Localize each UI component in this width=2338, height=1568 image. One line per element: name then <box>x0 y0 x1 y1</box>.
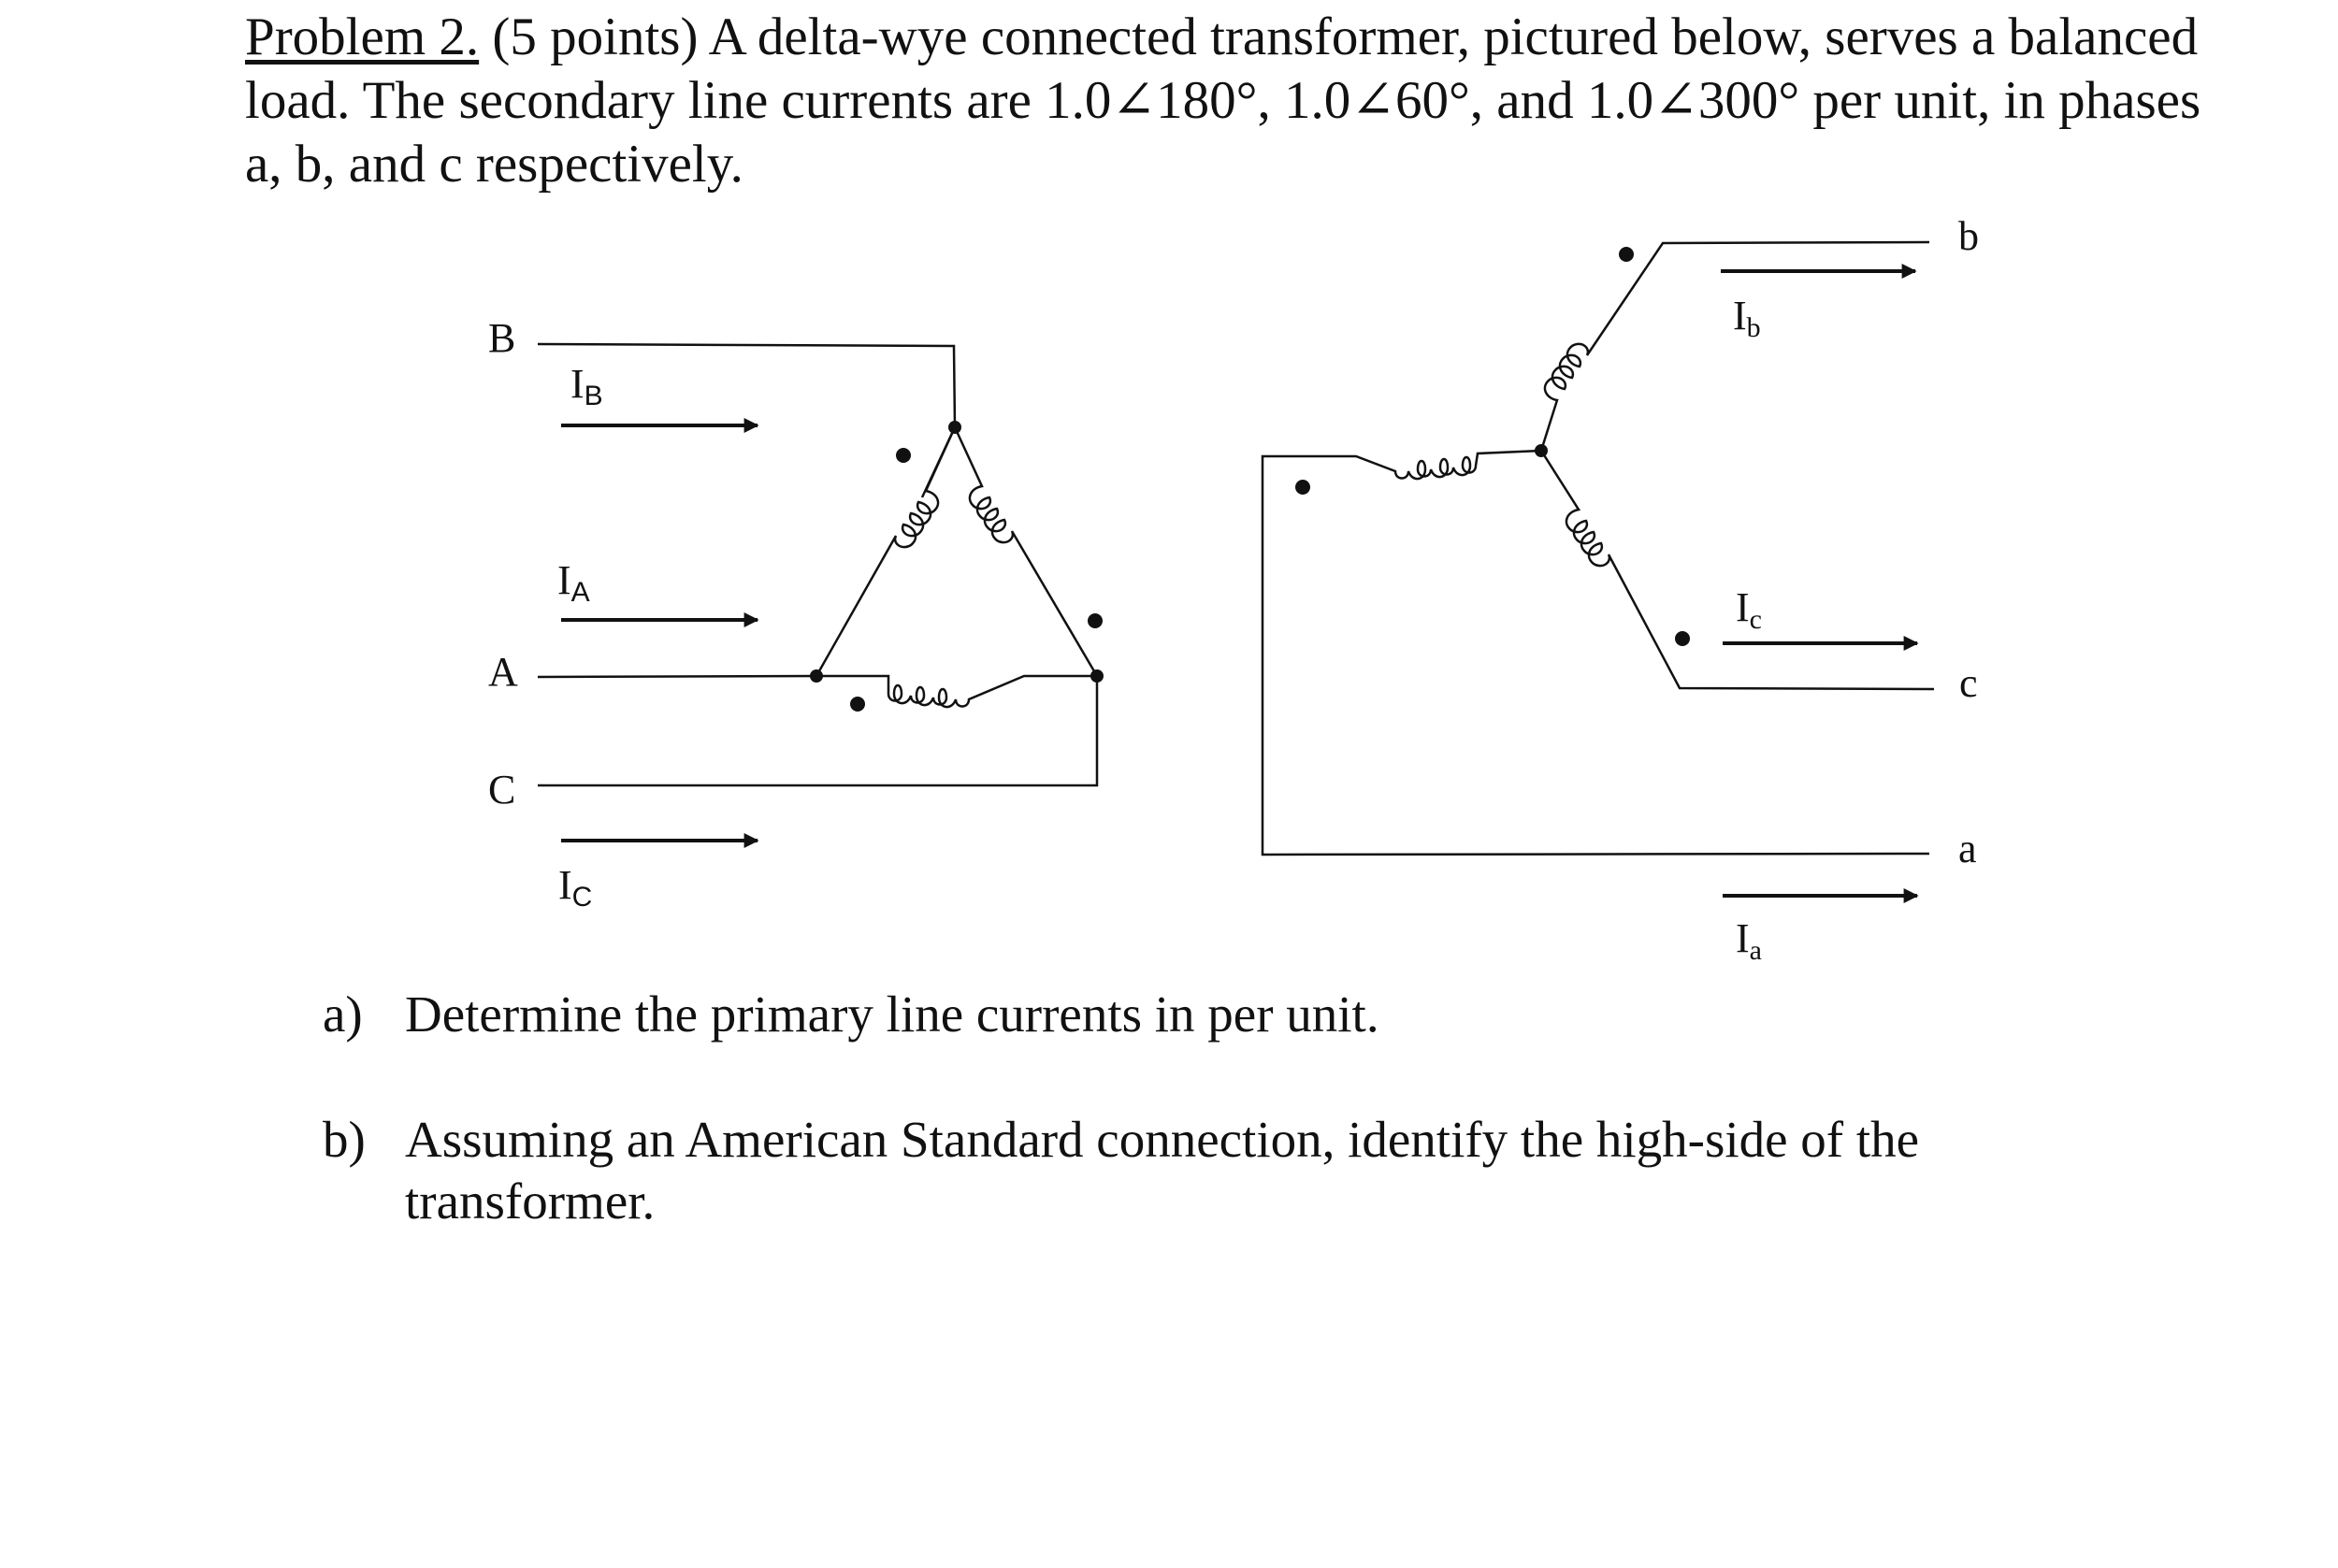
polarity-dot-c <box>1675 631 1690 646</box>
primary-current-arrows <box>561 425 758 841</box>
secondary-junctions <box>1295 247 1690 646</box>
junction-C <box>1090 669 1104 683</box>
current-Ic-label: Ic <box>1736 584 1762 635</box>
question-a-text: Determine the primary line currents in per unit. <box>405 985 1379 1043</box>
secondary-wye-circuit <box>1263 242 1934 855</box>
wye-coil-b <box>1541 242 1929 451</box>
polarity-dot-a <box>1295 480 1310 495</box>
current-IB-label: IB <box>570 361 603 411</box>
wye-coil-c <box>1541 451 1934 689</box>
terminal-A-label: A <box>488 649 518 695</box>
question-a-number: a) <box>323 985 363 1043</box>
terminal-B-label: B <box>488 315 516 361</box>
polarity-dot-left <box>896 448 911 463</box>
terminal-b-label: b <box>1958 213 1979 259</box>
current-IC-label: IC <box>558 862 593 913</box>
primary-labels <box>488 315 603 913</box>
secondary-current-arrows <box>1721 271 1917 896</box>
junction-A <box>810 669 823 683</box>
terminal-C-label: C <box>488 767 516 813</box>
terminal-a-label: a <box>1958 826 1977 871</box>
polarity-dot-b <box>1619 247 1634 262</box>
delta-coil-left <box>816 427 955 676</box>
junction-B <box>948 421 961 434</box>
current-Ib-label: Ib <box>1733 293 1761 343</box>
polarity-dot-right <box>1088 613 1103 628</box>
problem-label: Problem 2. <box>245 7 480 66</box>
line-A-wire <box>538 676 816 677</box>
current-Ia-label: Ia <box>1736 915 1762 966</box>
primary-delta-circuit <box>538 344 1097 785</box>
wye-coil-a <box>1263 451 1929 855</box>
question-b-text: Assuming an American Standard connection, identify the high-side of the transformer. <box>405 1111 1920 1230</box>
line-C-wire <box>538 677 1097 785</box>
primary-junctions <box>810 421 1104 712</box>
question-b-number: b) <box>323 1111 366 1168</box>
delta-coil-right <box>955 427 1097 676</box>
polarity-dot-bottom <box>850 697 865 712</box>
terminal-c-label: c <box>1959 660 1978 706</box>
junction-neutral <box>1535 444 1548 457</box>
current-IA-label: IA <box>557 557 590 608</box>
problem-text: (5 points) A delta-wye connected transformer, pictured below, serves a balanced load. The secondary line currents are 1.0∠180°, 1.0∠60°, and 1.0∠300° per unit, in phases a, b, and c respectively. <box>245 7 2201 194</box>
